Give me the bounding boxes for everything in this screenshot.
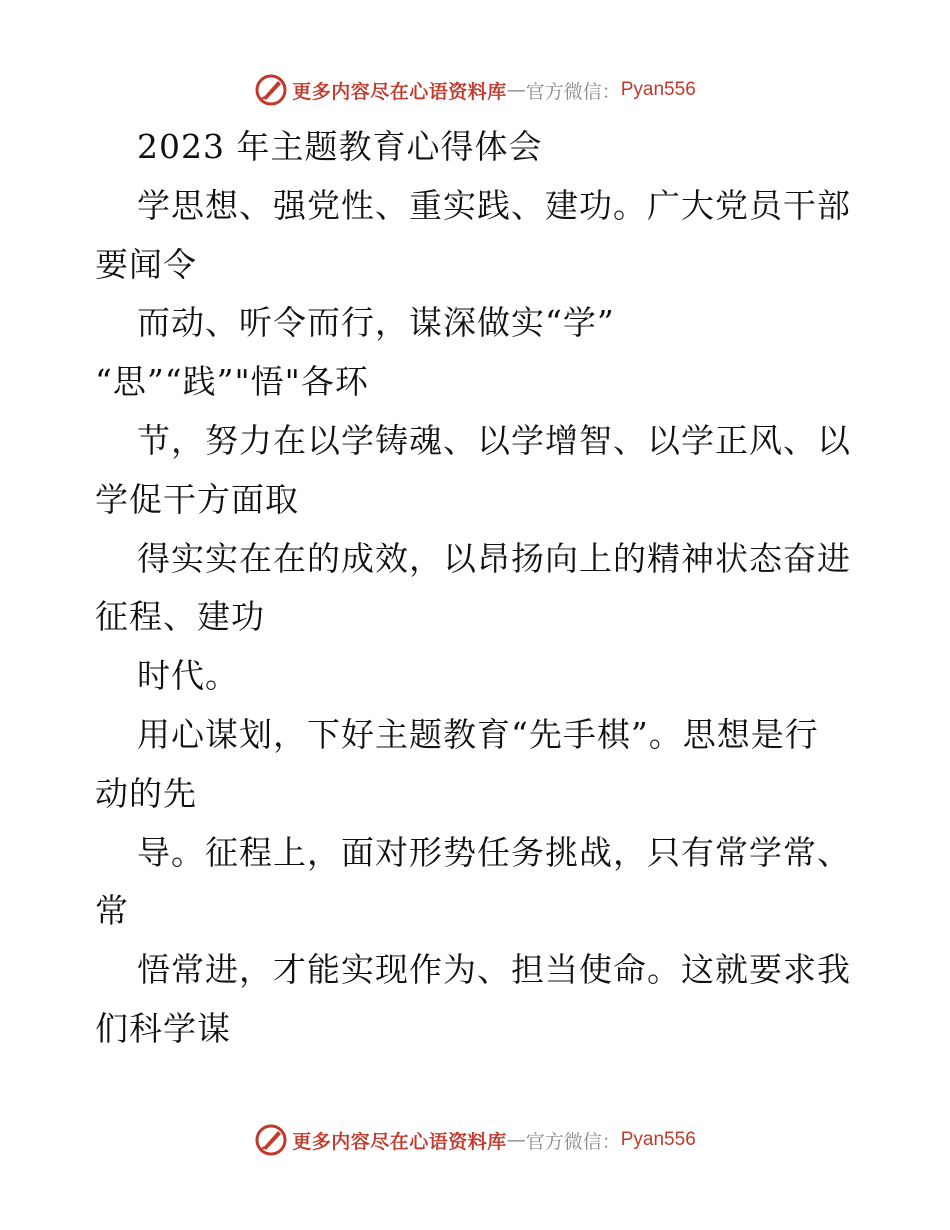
doc-line: 节，努力在以学铸魂、以学增智、以学正风、以	[137, 420, 851, 460]
footer-watermark	[0, 1120, 950, 1160]
doc-line: 2023 年主题教育心得体会	[137, 127, 543, 166]
doc-line: 悟常进，才能实现作为、担当使命。这就要求我	[137, 950, 851, 990]
doc-line: “思”“践”"悟"各环	[95, 362, 369, 402]
watermark-account: Pyan556	[620, 79, 696, 100]
doc-line: 用心谋划，下好主题教育“先手棋”。思想是行	[137, 714, 819, 754]
doc-line: 要闻令	[95, 244, 197, 284]
quill-logo-icon	[254, 73, 288, 107]
watermark-separator: —	[506, 79, 526, 101]
doc-line: 学促干方面取	[95, 479, 299, 519]
doc-line: 常	[95, 891, 129, 931]
document-body	[97, 118, 857, 1059]
quill-logo-icon	[254, 1123, 288, 1157]
doc-line: 动的先	[95, 773, 197, 813]
watermark-separator: —	[506, 1129, 526, 1151]
watermark-text: 更多内容尽在心语资料库	[292, 1130, 507, 1153]
header-watermark	[0, 70, 950, 110]
doc-line: 导。征程上，面对形势任务挑战，只有常学常、	[137, 832, 851, 872]
doc-line: 们科学谋	[95, 1008, 231, 1048]
doc-line: 得实实在在的成效，以昂扬向上的精神状态奋进	[137, 538, 851, 578]
doc-line: 征程、建功	[95, 597, 265, 637]
watermark-account: Pyan556	[620, 1129, 696, 1150]
watermark-official-label: 官方微信：	[525, 1130, 621, 1153]
doc-line: 时代。	[137, 656, 239, 696]
doc-line: 学思想、强党性、重实践、建功。广大党员干部	[137, 185, 851, 225]
watermark-text: 更多内容尽在心语资料库	[292, 80, 507, 103]
watermark-official-label: 官方微信：	[525, 80, 621, 103]
doc-line: 而动、听令而行，谋深做实“学”	[137, 303, 615, 343]
